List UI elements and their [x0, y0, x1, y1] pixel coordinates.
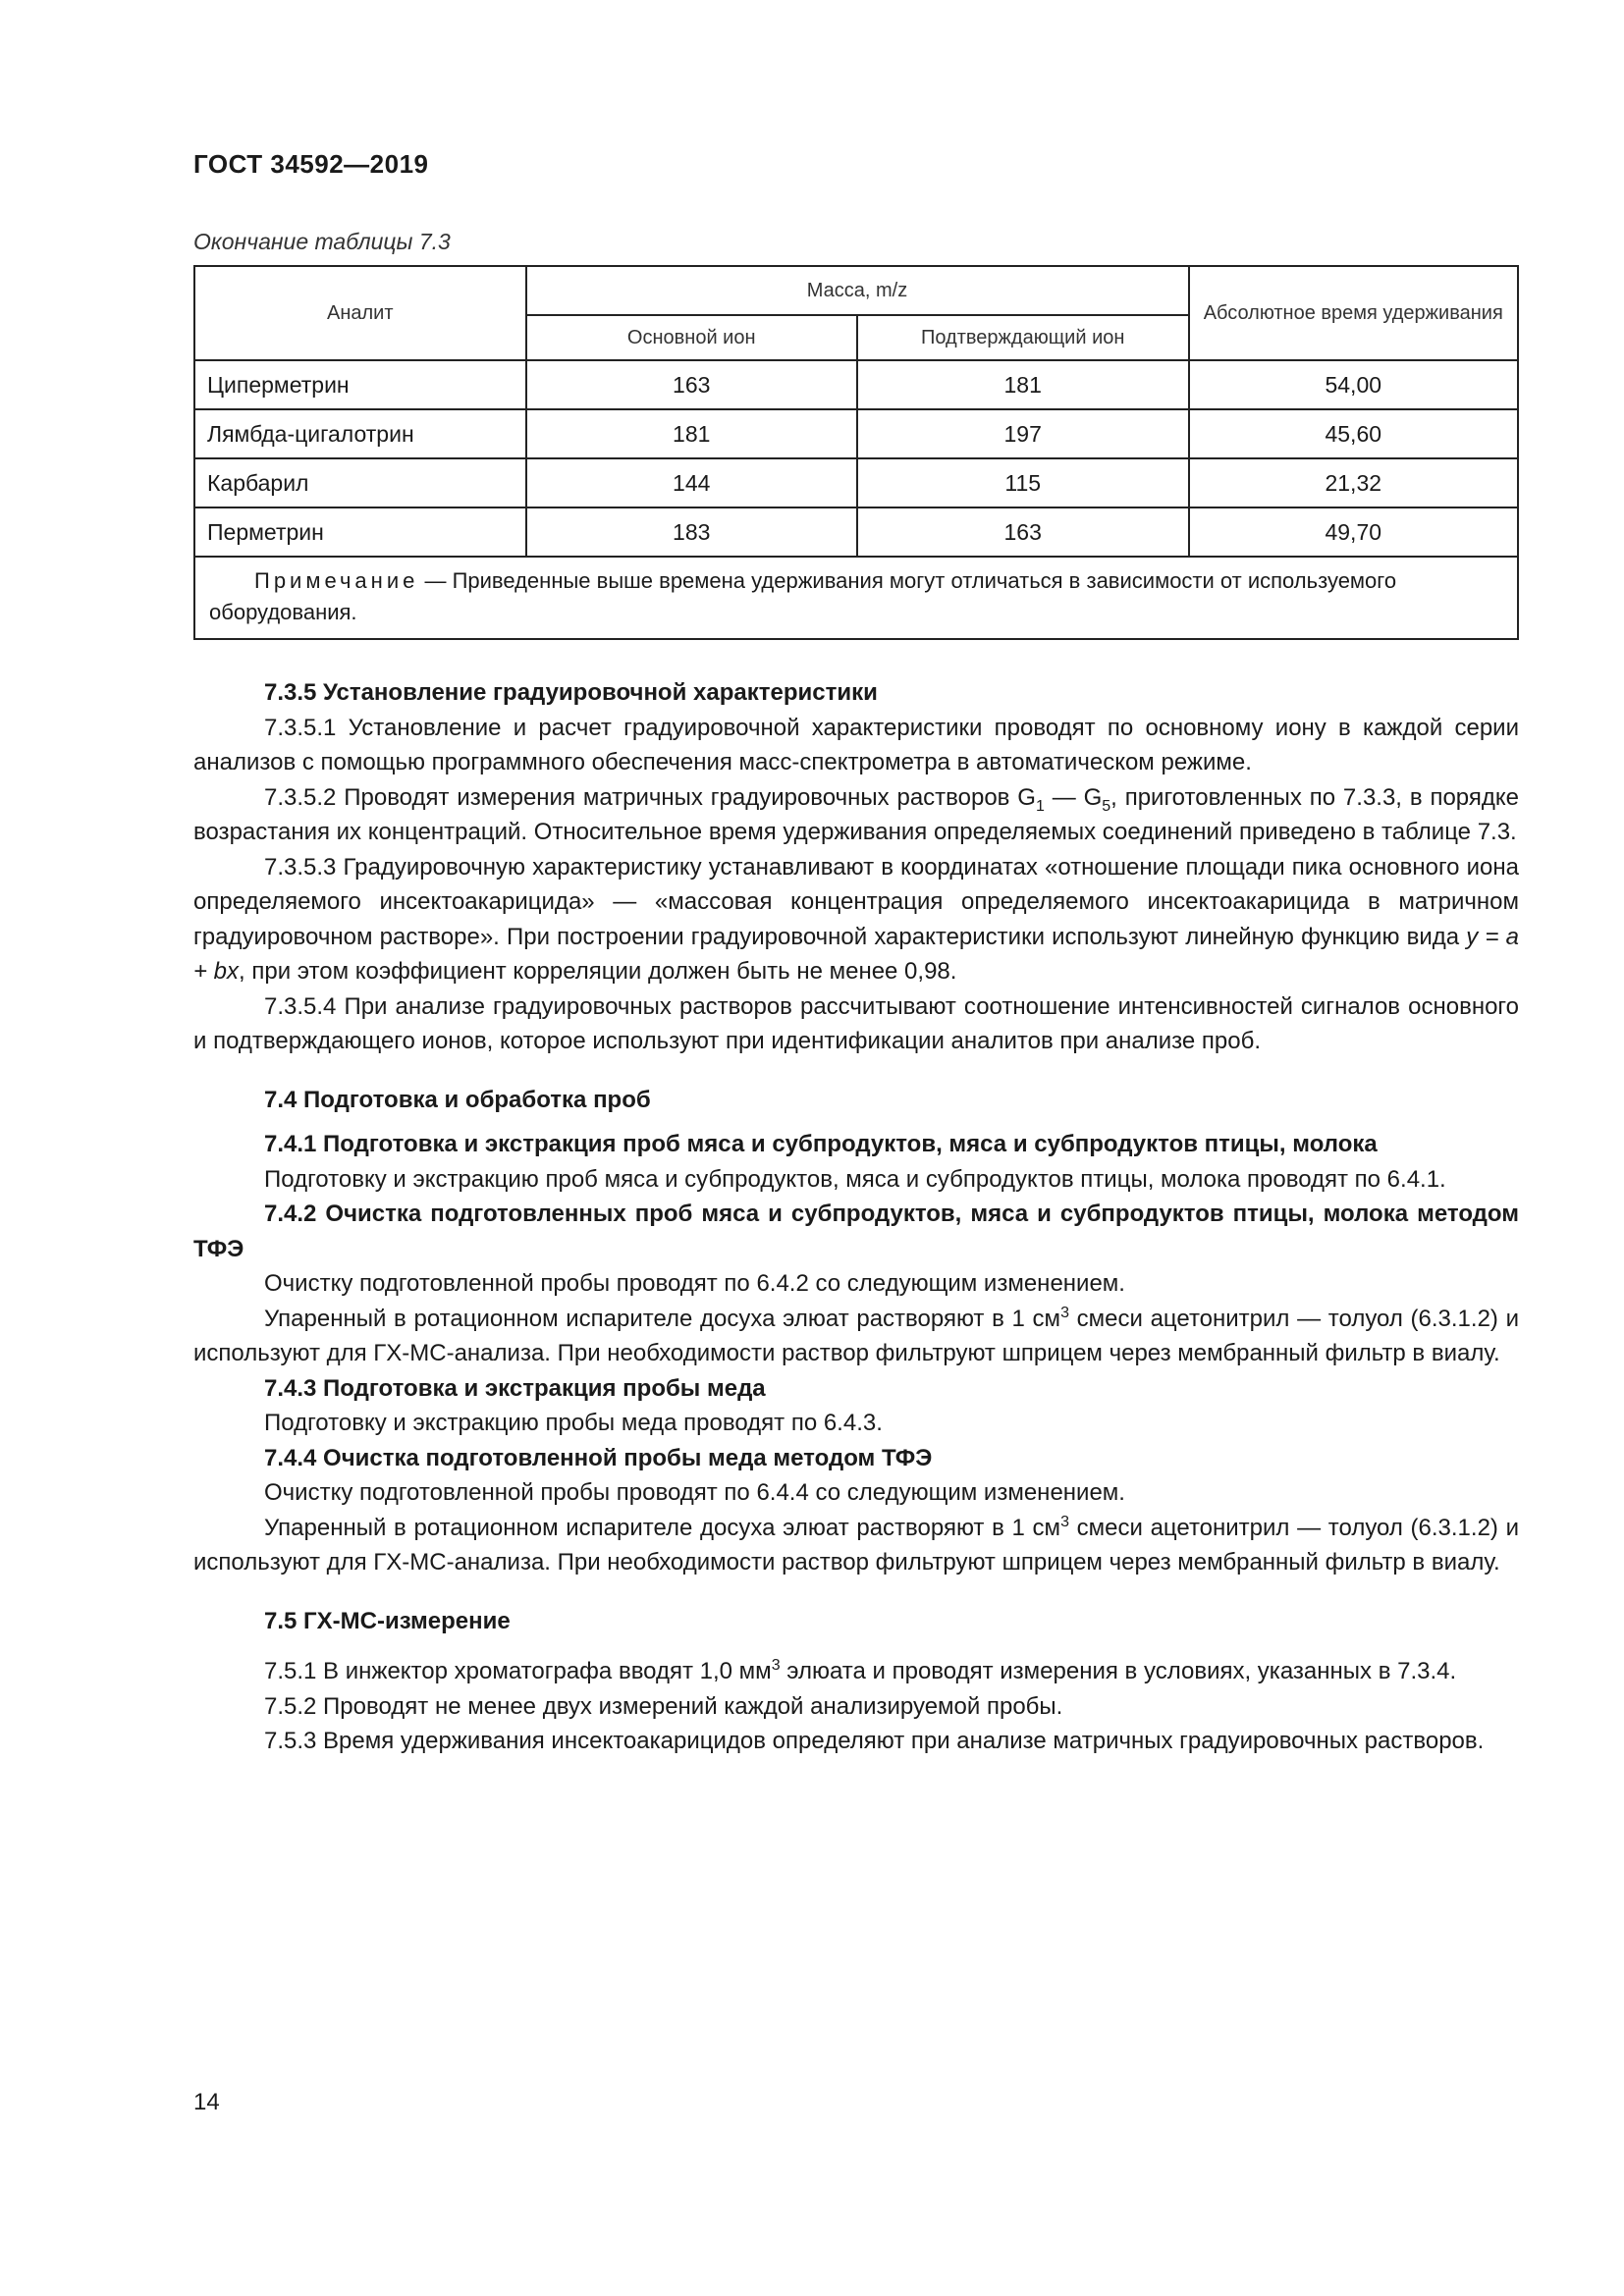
header-analyte: Аналит [194, 266, 526, 360]
paragraph-7-5-3: 7.5.3 Время удерживания инсектоакарицидов определяют при анализе матричных градуировочных растворов. [264, 1728, 1485, 1754]
table-caption: Окончание таблицы 7.3 [193, 229, 451, 254]
table-note-row [194, 557, 1518, 639]
section-7-4-3-title: 7.4.3 Подготовка и экстракция пробы меда [264, 1374, 766, 1402]
table-row [194, 409, 1518, 458]
page-number: 14 [193, 2089, 220, 2115]
paragraph-7-4-1: Подготовку и экстракцию проб мяса и субпродуктов, мяса и субпродуктов птицы, молока проводят по 6.4.1. [264, 1165, 1446, 1193]
section-7-5-title: 7.5 ГХ-МС-измерение [264, 1607, 511, 1634]
formula: y = a + bx [193, 923, 1519, 985]
section-7-4-2-title: 7.4.2 Очистка подготовленных проб мяса и субпродуктов, мяса и субпродуктов птицы, молока методом ТФЭ [193, 1201, 1519, 1262]
cell-retention: 54,00 [1189, 360, 1519, 409]
cell-analyte: Карбарил [194, 458, 526, 507]
header-retention: Абсолютное время удерживания [1189, 266, 1519, 360]
paragraph-7-4-4-a: Очистку подготовленной пробы проводят по 6.4.4 со следующим изменением. [264, 1479, 1125, 1506]
paragraph-7-3-5-1: 7.3.5.1 Установление и расчет градуировочной характеристики проводят по основному иону в каждой серии анализов с помощью программного обеспечения масс-спектрометра в автоматическом режиме. [193, 714, 1519, 775]
body-text [193, 675, 1519, 1759]
section-7-4-title: 7.4 Подготовка и обработка проб [264, 1086, 651, 1113]
cell-main-ion: 183 [526, 507, 857, 557]
paragraph-7-4-4-b: Упаренный в ротационном испарителе досуха элюат растворяют в 1 $см^3$ смеси ацетонитрил — толуол (6.3.1.2) и используют для ГХ-МС-анализа. При необходимости раствор фильтруют шприцем через мембранный фильтр в виалу. [193, 1513, 1519, 1575]
paragraph-7-5-2: 7.5.2 Проводят не менее двух измерений каждой анализируемой пробы. [264, 1692, 1063, 1720]
table-row [194, 360, 1518, 409]
paragraph-7-3-5-2: 7.3.5.2 Проводят измерения матричных градуировочных растворов $G_1$ — $G_5$, приготовленных по 7.3.3, в порядке возрастания их концентраций. Относительное время удерживания определяемых соединений приведено в таблице 7.3. [193, 783, 1519, 845]
cell-retention: 45,60 [1189, 409, 1519, 458]
cell-analyte: Перметрин [194, 507, 526, 557]
table-note [194, 557, 1518, 639]
header-main-ion: Основной ион [526, 315, 857, 360]
cell-confirm-ion: 163 [857, 507, 1189, 557]
cell-retention: 49,70 [1189, 507, 1519, 557]
retention-table [193, 265, 1519, 640]
paragraph-7-3-5-3: 7.3.5.3 Градуировочную характеристику устанавливают в координатах «отношение площади пика основного иона определяемого инсектоакарицида» — «массовая концентрация определяемого инсектоакарицида в матричном градуировочном растворе». При построении градуировочной характеристики используют линейную функцию вида y = a + bx, при этом коэффициент корреляции должен быть не менее 0,98. [193, 853, 1519, 985]
paragraph-7-3-5-4: 7.3.5.4 При анализе градуировочных растворов рассчитывают соотношение интенсивностей сигналов основного и подтверждающего ионов, которое используют при идентификации аналитов при анализе проб. [193, 992, 1519, 1054]
paragraph-7-5-1: 7.5.1 В инжектор хроматографа вводят 1,0 $мм^3$ элюата и проводят измерения в условиях, указанных в 7.3.4. [264, 1657, 1457, 1684]
cell-analyte: Циперметрин [194, 360, 526, 409]
cell-confirm-ion: 197 [857, 409, 1189, 458]
section-7-4-4-title: 7.4.4 Очистка подготовленной пробы меда методом ТФЭ [264, 1444, 933, 1471]
document-id: ГОСТ 34592—2019 [193, 149, 429, 179]
section-7-4-1-title: 7.4.1 Подготовка и экстракция проб мяса и субпродуктов, мяса и субпродуктов птицы, молока [264, 1131, 1378, 1157]
paragraph-7-4-2-b: Упаренный в ротационном испарителе досуха элюат растворяют в 1 $см^3$ смеси ацетонитрил — толуол (6.3.1.2) и используют для ГХ-МС-анализа. При необходимости раствор фильтруют шприцем через мембранный фильтр в виалу. [193, 1304, 1519, 1366]
section-7-3-5-title: 7.3.5 Установление градуировочной характеристики [264, 679, 878, 706]
header-confirm-ion: Подтверждающий ион [857, 315, 1189, 360]
paragraph-7-4-3: Подготовку и экстракцию пробы меда проводят по 6.4.3. [264, 1410, 883, 1436]
header-mass: Масса, m/z [526, 266, 1189, 315]
cell-retention: 21,32 [1189, 458, 1519, 507]
cell-main-ion: 163 [526, 360, 857, 409]
cell-main-ion: 181 [526, 409, 857, 458]
cell-confirm-ion: 181 [857, 360, 1189, 409]
table-row [194, 458, 1518, 507]
cell-analyte: Лямбда-цигалотрин [194, 409, 526, 458]
table-row [194, 507, 1518, 557]
note-label: Примечание [254, 568, 419, 593]
cell-main-ion: 144 [526, 458, 857, 507]
paragraph-7-4-2-a: Очистку подготовленной пробы проводят по 6.4.2 со следующим изменением. [264, 1270, 1125, 1297]
note-text: — Приведенные выше времена удерживания могут отличаться в зависимости от используемого оборудования. [209, 568, 1397, 624]
cell-confirm-ion: 115 [857, 458, 1189, 507]
